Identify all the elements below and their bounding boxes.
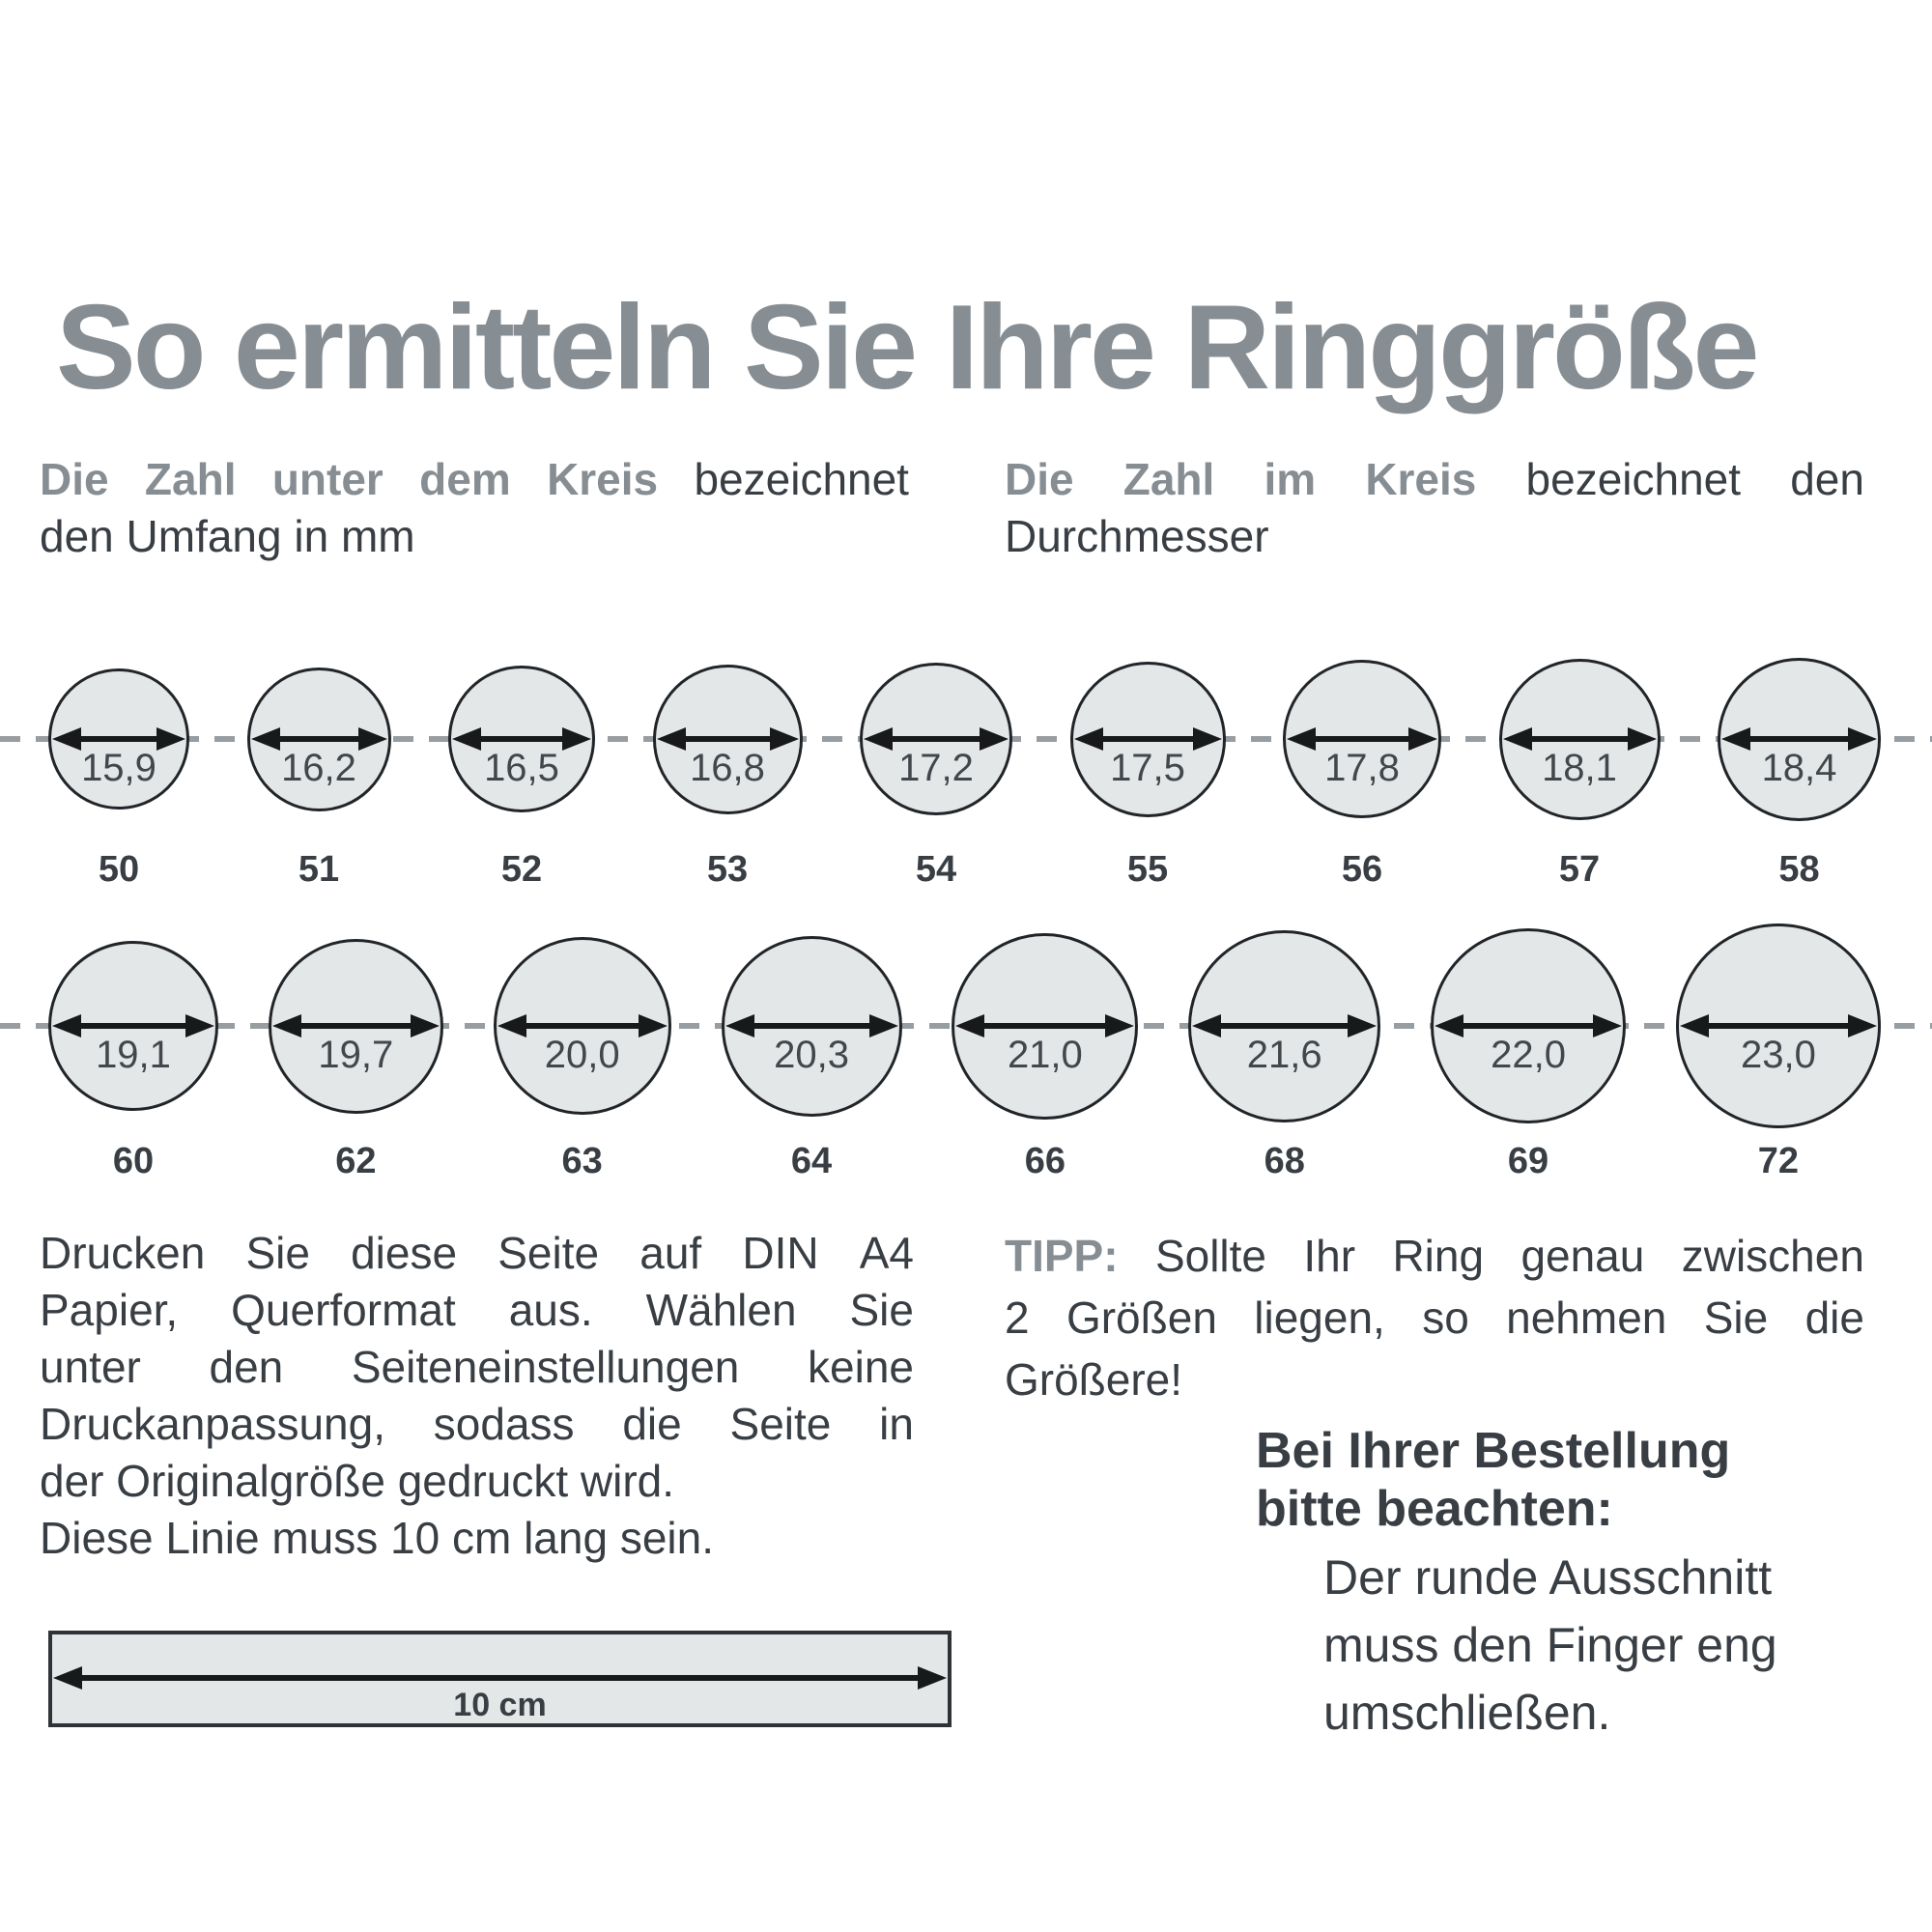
diameter-arrow	[963, 1023, 1126, 1029]
diameter-arrow	[1200, 1023, 1369, 1029]
size-label: 66	[1024, 1141, 1066, 1181]
ring-circle	[1676, 923, 1881, 1128]
ring-size-item	[1283, 633, 1441, 891]
text-line: Bei Ihrer Bestellung	[1256, 1423, 1731, 1479]
diameter-arrow	[733, 1023, 891, 1029]
text-line: Die Zahl unter dem Kreis bezeichnet	[40, 454, 909, 504]
text-line: Die Zahl im Kreis bezeichnet den	[1005, 454, 1864, 504]
text-line: 2 Größen liegen, so nehmen Sie die	[1005, 1293, 1864, 1343]
text-line: der Originalgröße gedruckt wird.	[40, 1456, 675, 1506]
ring-size-item	[1718, 633, 1881, 891]
ring-circle	[1431, 928, 1626, 1123]
diameter-arrow	[1442, 1023, 1614, 1029]
text-line: Drucken Sie diese Seite auf DIN A4	[40, 1228, 914, 1278]
ring-size-item	[1499, 633, 1661, 891]
size-label: 56	[1341, 849, 1383, 890]
size-label: 53	[706, 849, 749, 890]
diameter-value: 21,6	[1246, 1034, 1322, 1076]
text-line: Papier, Querformat aus. Wählen Sie	[40, 1285, 914, 1335]
ring-circle	[1070, 662, 1226, 817]
order-note-body	[1323, 1544, 1777, 1747]
subtitle-diameter-note	[1005, 451, 1864, 565]
ring-size-item	[448, 633, 595, 891]
diameter-value: 21,0	[1007, 1034, 1083, 1076]
ring-size-item	[653, 633, 803, 891]
order-note-heading	[1256, 1422, 1730, 1538]
size-label: 52	[500, 849, 543, 890]
size-label: 50	[98, 849, 140, 890]
ring-circle	[860, 663, 1012, 815]
text-line: den Umfang in mm	[40, 511, 415, 561]
ring-circle	[448, 666, 595, 812]
size-label: 57	[1558, 849, 1601, 890]
ring-size-item	[860, 633, 1012, 891]
ring-circle	[269, 939, 443, 1114]
diameter-value: 18,1	[1542, 747, 1617, 789]
text-line: Druckanpassung, sodass die Seite in	[40, 1399, 914, 1449]
ring-circle	[48, 668, 189, 810]
diameter-value: 23,0	[1740, 1034, 1816, 1076]
print-instructions	[40, 1225, 914, 1567]
diameter-value: 17,8	[1324, 747, 1400, 789]
text-line: TIPP: Sollte Ihr Ring genau zwischen	[1005, 1231, 1864, 1281]
size-label: 63	[561, 1141, 603, 1181]
diameter-value: 18,4	[1761, 747, 1837, 789]
text-line: Durchmesser	[1005, 511, 1269, 561]
diameter-value: 16,2	[281, 747, 356, 789]
diameter-arrow	[1688, 1023, 1869, 1029]
text-line: Größere!	[1005, 1354, 1183, 1405]
ring-size-row-2	[48, 915, 1881, 1182]
ring-size-item	[1070, 633, 1226, 891]
ring-circle	[247, 668, 391, 811]
ring-size-item	[269, 915, 443, 1182]
text-line: umschließen.	[1323, 1686, 1611, 1740]
size-label: 62	[335, 1141, 377, 1181]
diameter-value: 19,7	[318, 1034, 394, 1076]
text-line: unter den Seiteneinstellungen keine	[40, 1342, 914, 1392]
ring-circle	[653, 665, 803, 814]
diameter-arrow	[505, 1023, 660, 1029]
ring-circle	[48, 941, 218, 1111]
ring-circle	[1188, 930, 1380, 1122]
diameter-value: 20,0	[544, 1034, 620, 1076]
diameter-value: 19,1	[96, 1034, 171, 1076]
size-label: 68	[1264, 1141, 1305, 1181]
ring-size-item	[48, 633, 189, 891]
ring-circle	[1718, 658, 1881, 821]
ring-size-item	[247, 633, 391, 891]
size-label: 54	[915, 849, 957, 890]
ring-size-item	[1188, 915, 1380, 1182]
tip-note	[1005, 1225, 1864, 1410]
text-line: muss den Finger eng	[1323, 1618, 1777, 1672]
ring-size-item	[952, 915, 1138, 1182]
diameter-value: 17,2	[898, 747, 974, 789]
ring-circle	[494, 937, 671, 1115]
ruler-arrow-shaft	[64, 1675, 936, 1681]
diameter-arrow	[280, 1023, 432, 1029]
page-title: So ermitteln Sie Ihre Ringgröße	[56, 281, 1757, 414]
ten-cm-ruler	[48, 1631, 952, 1727]
ring-circle	[722, 936, 902, 1117]
ring-size-item	[1431, 915, 1626, 1182]
size-label: 72	[1757, 1141, 1800, 1181]
ring-size-row-1	[48, 633, 1881, 891]
size-label: 58	[1778, 849, 1820, 890]
ring-circle	[1499, 659, 1661, 820]
size-label: 55	[1126, 849, 1169, 890]
ring-size-item	[722, 915, 902, 1182]
size-label: 51	[298, 849, 340, 890]
size-label: 69	[1507, 1141, 1549, 1181]
diameter-value: 15,9	[81, 747, 156, 789]
size-label: 60	[112, 1141, 155, 1181]
size-label: 64	[790, 1141, 833, 1181]
text-line: Der runde Ausschnitt	[1323, 1550, 1773, 1605]
diameter-value: 20,3	[774, 1034, 849, 1076]
ring-size-item	[1676, 915, 1881, 1182]
diameter-value: 16,8	[690, 747, 765, 789]
diameter-value: 17,5	[1110, 747, 1185, 789]
ring-size-item	[494, 915, 671, 1182]
ring-circle	[952, 933, 1138, 1120]
text-line: bitte beachten:	[1256, 1481, 1613, 1537]
text-line: Diese Linie muss 10 cm lang sein.	[40, 1513, 714, 1563]
subtitle-circumference-note	[40, 451, 909, 565]
ring-size-item	[48, 915, 218, 1182]
ring-circle	[1283, 660, 1441, 818]
diameter-value: 22,0	[1491, 1034, 1566, 1076]
ruler-label: 10 cm	[453, 1687, 547, 1723]
diameter-value: 16,5	[484, 747, 559, 789]
